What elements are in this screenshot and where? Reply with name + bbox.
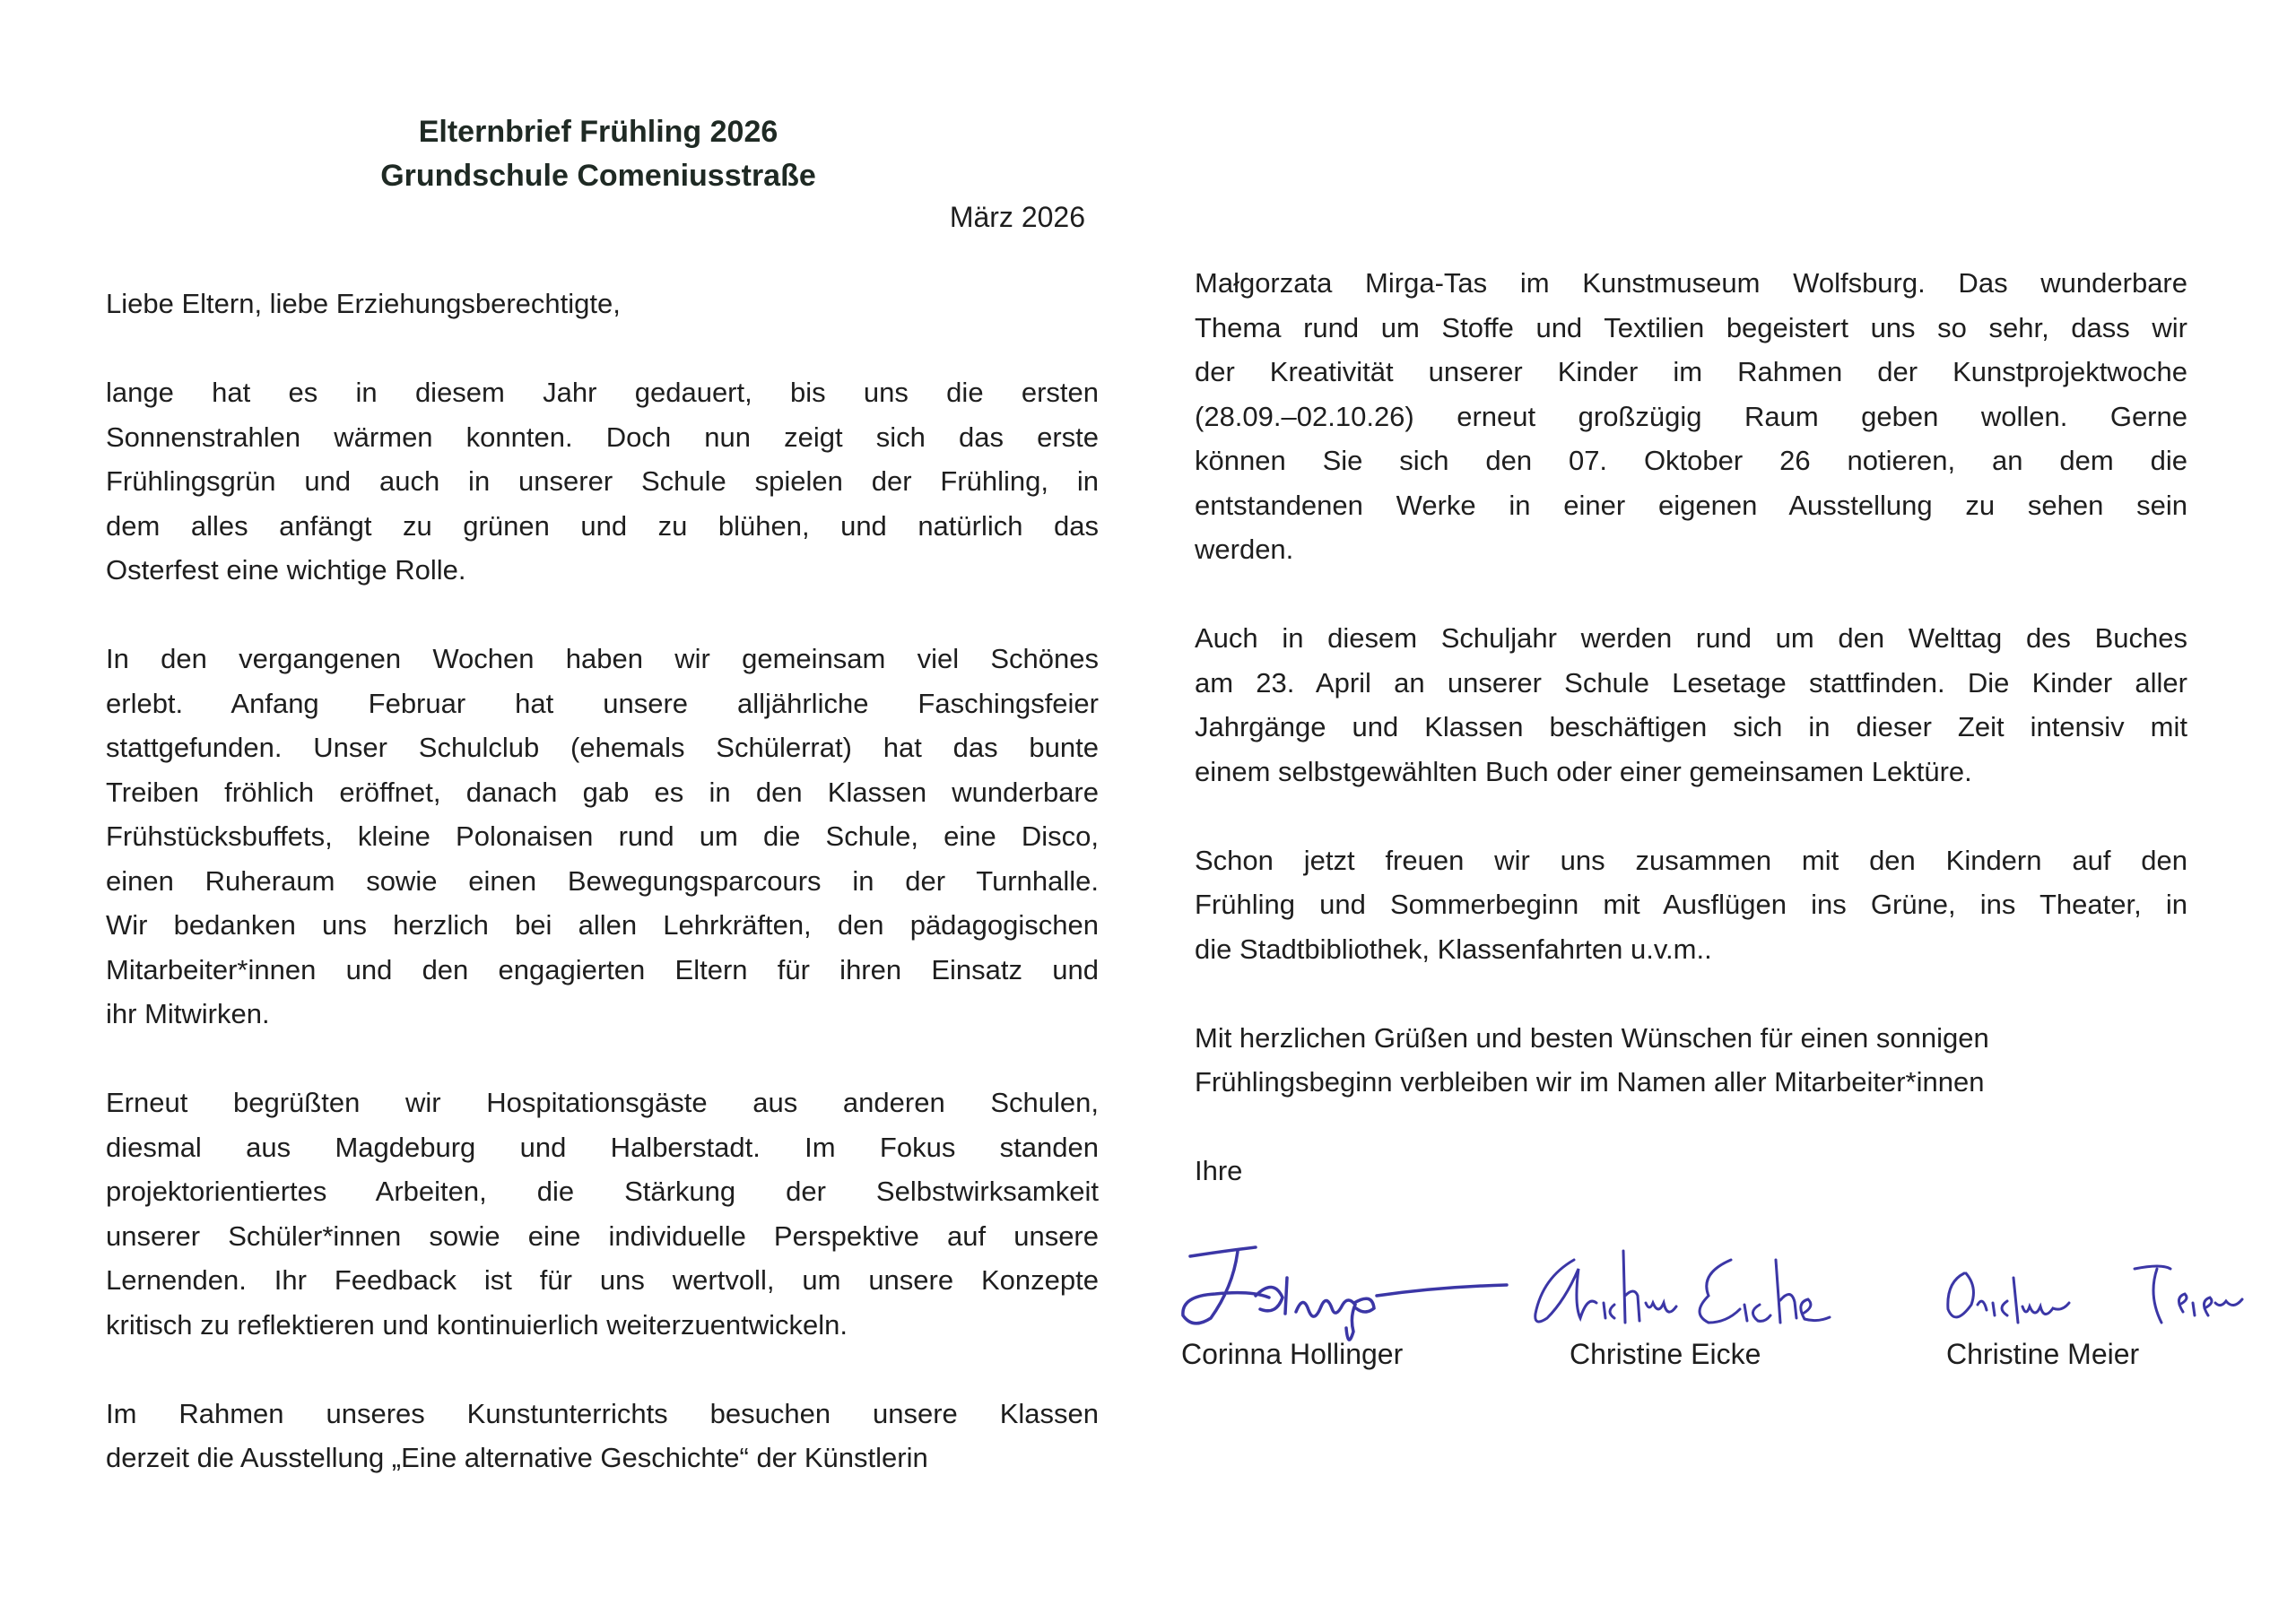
signature-hollinger bbox=[1170, 1233, 1520, 1350]
letter-title: Elternbrief Frühling 2026 bbox=[418, 115, 778, 149]
text-line: können Sie sich den 07. Oktober 26 notieren, an dem die bbox=[1195, 445, 2187, 476]
paragraph bbox=[1195, 1149, 2187, 1193]
paragraph bbox=[106, 370, 1099, 593]
text-line: unserer Schüler*innen sowie eine individuelle Perspektive auf unsere bbox=[106, 1219, 1099, 1252]
text-line: Thema rund um Stoffe und Textilien begeistert uns so sehr, dass wir bbox=[1195, 311, 2187, 343]
paragraph bbox=[106, 637, 1099, 1037]
text-line: der Kreativität unserer Kinder im Rahmen der Kunstprojektwoche bbox=[1195, 356, 2187, 387]
signer-name-1: Corinna Hollinger bbox=[1181, 1338, 1404, 1370]
text-line: Mitarbeiter*innen und den engagierten Eltern für ihren Einsatz und bbox=[106, 953, 1099, 985]
school-name: Grundschule Comeniusstraße bbox=[380, 159, 816, 193]
text-line: einem selbstgewählten Buch oder einer gemeinsamen Lektüre. bbox=[1195, 755, 1972, 787]
text-line: Frühling und Sommerbeginn mit Ausflügen ins Grüne, ins Theater, in bbox=[1195, 889, 2187, 920]
paragraph bbox=[106, 1081, 1099, 1347]
text-line: erlebt. Anfang Februar hat unsere alljährliche Faschingsfeier bbox=[106, 687, 1099, 719]
signature-eicke bbox=[1525, 1233, 1866, 1350]
text-line: werden. bbox=[1195, 534, 1294, 565]
left-column bbox=[106, 282, 1099, 1524]
text-line: diesmal aus Magdeburg und Halberstadt. Im Fokus standen bbox=[106, 1131, 1099, 1163]
signature-meier bbox=[1928, 1233, 2269, 1350]
text-line: (28.09.–02.10.26) erneut großzügig Raum geben wollen. Gerne bbox=[1195, 400, 2187, 432]
text-line: kritisch zu reflektieren und kontinuierlich weiterzuentwickeln. bbox=[106, 1308, 848, 1341]
paragraph bbox=[1195, 1016, 2187, 1105]
text-line: projektorientiertes Arbeiten, die Stärkung der Selbstwirksamkeit bbox=[106, 1176, 1099, 1207]
text-line: Auch in diesem Schuljahr werden rund um den Welttag des Buches bbox=[1195, 622, 2187, 654]
text-line: Schon jetzt freuen wir uns zusammen mit den Kindern auf den bbox=[1195, 844, 2187, 876]
text-line: am 23. April an unserer Schule Lesetage stattfinden. Die Kinder aller bbox=[1195, 666, 2187, 699]
paragraph bbox=[1195, 616, 2187, 794]
text-line: Ihre bbox=[1195, 1155, 1243, 1186]
text-line: stattgefunden. Unser Schulclub (ehemals Schülerrat) hat das bunte bbox=[106, 732, 1099, 763]
text-line: einen Ruheraum sowie einen Bewegungsparcours in der Turnhalle. bbox=[106, 864, 1099, 897]
text-line: Osterfest eine wichtige Rolle. bbox=[106, 554, 466, 586]
text-line: Jahrgänge und Klassen beschäftigen sich in dieser Zeit intensiv mit bbox=[1195, 711, 2187, 742]
text-line: Sonnenstrahlen wärmen konnten. Doch nun zeigt sich das erste bbox=[106, 421, 1099, 453]
signer-name-2: Christine Eicke bbox=[1570, 1338, 1761, 1370]
right-column bbox=[1195, 261, 2187, 1237]
greeting bbox=[106, 282, 1099, 326]
paragraph bbox=[1195, 261, 2187, 572]
text-line: die Stadtbibliothek, Klassenfahrten u.v.m.. bbox=[1195, 933, 1712, 965]
greeting-line: Liebe Eltern, liebe Erziehungsberechtigte, bbox=[106, 288, 621, 319]
paragraph bbox=[1195, 838, 2187, 972]
text-line: Małgorzata Mirga-Tas im Kunstmuseum Wolfsburg. Das wunderbare bbox=[1195, 267, 2187, 299]
text-line: entstandenen Werke in einer eigenen Ausstellung zu sehen sein bbox=[1195, 489, 2187, 521]
text-line: Treiben fröhlich eröffnet, danach gab es in den Klassen wunderbare bbox=[106, 776, 1099, 808]
text-line: In den vergangenen Wochen haben wir gemeinsam viel Schönes bbox=[106, 643, 1099, 674]
text-line: derzeit die Ausstellung „Eine alternative Geschichte“ der Künstlerin bbox=[106, 1442, 928, 1473]
text-line: dem alles anfängt zu grünen und zu blühen, und natürlich das bbox=[106, 509, 1099, 542]
letter-date: März 2026 bbox=[949, 201, 1085, 233]
text-line: Lernenden. Ihr Feedback ist für uns wertvoll, um unsere Konzepte bbox=[106, 1264, 1099, 1296]
text-line: Wir bedanken uns herzlich bei allen Lehrkräften, den pädagogischen bbox=[106, 909, 1099, 941]
text-line: Frühlingsbeginn verbleiben wir im Namen aller Mitarbeiter*innen bbox=[1195, 1066, 1985, 1098]
text-line: Mit herzlichen Grüßen und besten Wünschen für einen sonnigen bbox=[1195, 1021, 1989, 1054]
text-line: lange hat es in diesem Jahr gedauert, bis uns die ersten bbox=[106, 377, 1099, 408]
text-line: Im Rahmen unseres Kunstunterrichts besuchen unsere Klassen bbox=[106, 1397, 1099, 1429]
text-line: Frühlingsgrün und auch in unserer Schule spielen der Frühling, in bbox=[106, 465, 1099, 497]
signer-name-3: Christine Meier bbox=[1946, 1338, 2140, 1370]
text-line: Frühstücksbuffets, kleine Polonaisen rund um die Schule, eine Disco, bbox=[106, 820, 1099, 852]
paragraph bbox=[106, 1392, 1099, 1480]
text-line: ihr Mitwirken. bbox=[106, 998, 270, 1029]
text-line: Erneut begrüßten wir Hospitationsgäste aus anderen Schulen, bbox=[106, 1087, 1099, 1118]
